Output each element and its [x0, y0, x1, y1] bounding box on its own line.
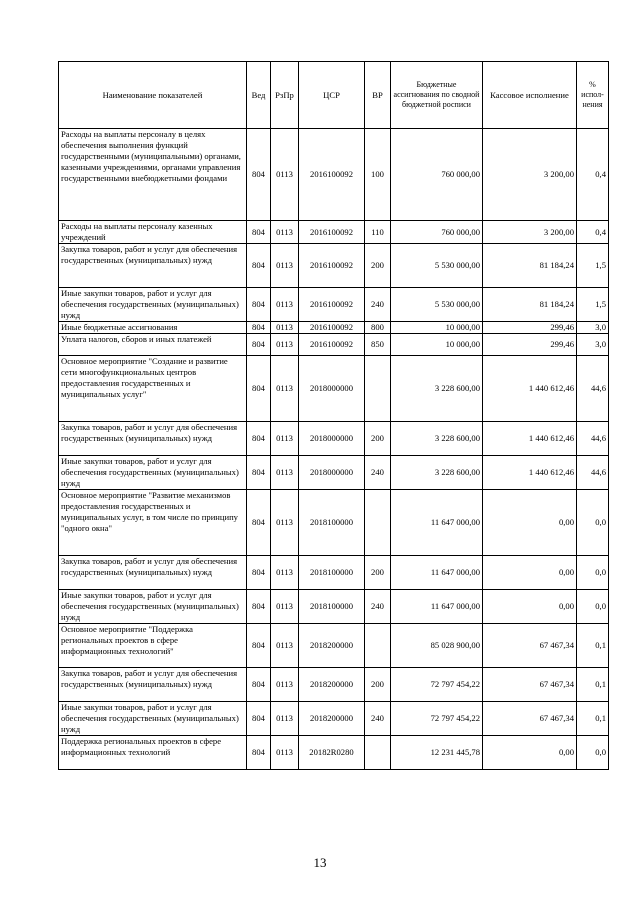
- header-name: Наименование показателей: [59, 62, 247, 129]
- cell-name: Иные закупки товаров, работ и услуг для обеспечения государственных (муниципальных) нужд: [59, 288, 247, 322]
- cell-assign: 10 000,00: [391, 322, 483, 334]
- cell-cash: 0,00: [483, 490, 577, 556]
- cell-assign: 760 000,00: [391, 221, 483, 244]
- header-csr: ЦСР: [299, 62, 365, 129]
- cell-pct: 0,4: [577, 129, 609, 221]
- table-row: [59, 356, 609, 422]
- table-row: [59, 322, 609, 334]
- cell-pct: 0,1: [577, 702, 609, 736]
- cell-pct: 0,0: [577, 556, 609, 590]
- cell-csr: 2018000000: [299, 422, 365, 456]
- cell-assign: 11 647 000,00: [391, 590, 483, 624]
- cell-cash: 81 184,24: [483, 288, 577, 322]
- cell-vr: 240: [365, 590, 391, 624]
- cell-rzpr: 0113: [271, 702, 299, 736]
- table-row: [59, 422, 609, 456]
- cell-pct: 3,0: [577, 322, 609, 334]
- cell-csr: 2018100000: [299, 590, 365, 624]
- cell-rzpr: 0113: [271, 556, 299, 590]
- cell-name: Закупка товаров, работ и услуг для обеспечения государственных (муниципальных) нужд: [59, 668, 247, 702]
- cell-vr: 100: [365, 129, 391, 221]
- cell-cash: 1 440 612,46: [483, 356, 577, 422]
- cell-name: Закупка товаров, работ и услуг для обеспечения государственных (муниципальных) нужд: [59, 244, 247, 288]
- cell-vr: [365, 736, 391, 770]
- cell-csr: 2016100092: [299, 129, 365, 221]
- cell-rzpr: 0113: [271, 624, 299, 668]
- cell-vr: 200: [365, 556, 391, 590]
- cell-assign: 85 028 900,00: [391, 624, 483, 668]
- cell-rzpr: 0113: [271, 736, 299, 770]
- table-row: [59, 590, 609, 624]
- cell-vr: 800: [365, 322, 391, 334]
- budget-table: [58, 61, 609, 770]
- table-row: [59, 556, 609, 590]
- cell-name: Уплата налогов, сборов и иных платежей: [59, 334, 247, 356]
- cell-vr: 200: [365, 668, 391, 702]
- cell-name: Основное мероприятие "Поддержка региональных проектов в сфере информационных технологий": [59, 624, 247, 668]
- cell-name: Расходы на выплаты персоналу казенных учреждений: [59, 221, 247, 244]
- cell-ved: 804: [247, 221, 271, 244]
- cell-ved: 804: [247, 624, 271, 668]
- cell-assign: 72 797 454,22: [391, 668, 483, 702]
- header-ved: Вед: [247, 62, 271, 129]
- cell-assign: 3 228 600,00: [391, 456, 483, 490]
- table-row: [59, 221, 609, 244]
- cell-pct: 3,0: [577, 334, 609, 356]
- cell-ved: 804: [247, 702, 271, 736]
- table-header-row: [59, 62, 609, 129]
- cell-rzpr: 0113: [271, 490, 299, 556]
- header-cash-execution: Кассовое исполнение: [483, 62, 577, 129]
- cell-csr: 2018000000: [299, 456, 365, 490]
- table-row: [59, 624, 609, 668]
- cell-ved: 804: [247, 422, 271, 456]
- cell-cash: 67 467,34: [483, 668, 577, 702]
- cell-name: Поддержка региональных проектов в сфере информационных технологий: [59, 736, 247, 770]
- cell-rzpr: 0113: [271, 129, 299, 221]
- cell-name: Иные бюджетные ассигнования: [59, 322, 247, 334]
- cell-ved: 804: [247, 334, 271, 356]
- header-rzpr: РзПр: [271, 62, 299, 129]
- cell-name: Иные закупки товаров, работ и услуг для обеспечения государственных (муниципальных) нужд: [59, 590, 247, 624]
- cell-csr: 2016100092: [299, 334, 365, 356]
- cell-pct: 1,5: [577, 288, 609, 322]
- cell-pct: 0,0: [577, 736, 609, 770]
- cell-vr: 240: [365, 456, 391, 490]
- cell-name: Расходы на выплаты персоналу в целях обеспечения выполнения функций государственными (муниципальными) органами, казенными учреждениями, органами управления государственными внебюджетными фондами: [59, 129, 247, 221]
- cell-cash: 0,00: [483, 736, 577, 770]
- page-number: 13: [313, 855, 327, 870]
- cell-cash: 3 200,00: [483, 129, 577, 221]
- cell-csr: 2018000000: [299, 356, 365, 422]
- cell-cash: 0,00: [483, 590, 577, 624]
- cell-ved: 804: [247, 322, 271, 334]
- cell-cash: 3 200,00: [483, 221, 577, 244]
- cell-pct: 0,0: [577, 490, 609, 556]
- cell-rzpr: 0113: [271, 221, 299, 244]
- cell-assign: 12 231 445,78: [391, 736, 483, 770]
- table-row: [59, 668, 609, 702]
- cell-vr: 240: [365, 288, 391, 322]
- cell-csr: 2016100092: [299, 322, 365, 334]
- cell-ved: 804: [247, 668, 271, 702]
- cell-csr: 2016100092: [299, 244, 365, 288]
- cell-csr: 2018100000: [299, 490, 365, 556]
- cell-vr: [365, 624, 391, 668]
- cell-rzpr: 0113: [271, 322, 299, 334]
- table-row: [59, 736, 609, 770]
- cell-assign: 11 647 000,00: [391, 490, 483, 556]
- header-assignments: Бюджетные ассигнования по сводной бюджетной росписи: [391, 62, 483, 129]
- cell-vr: 240: [365, 702, 391, 736]
- cell-cash: 1 440 612,46: [483, 456, 577, 490]
- cell-vr: [365, 490, 391, 556]
- table-row: [59, 456, 609, 490]
- cell-name: Закупка товаров, работ и услуг для обеспечения государственных (муниципальных) нужд: [59, 556, 247, 590]
- cell-csr: 2018100000: [299, 556, 365, 590]
- cell-csr: 2016100092: [299, 221, 365, 244]
- cell-csr: 2018200000: [299, 624, 365, 668]
- table-row: [59, 490, 609, 556]
- cell-pct: 0,1: [577, 668, 609, 702]
- table-row: [59, 288, 609, 322]
- cell-name: Закупка товаров, работ и услуг для обеспечения государственных (муниципальных) нужд: [59, 422, 247, 456]
- cell-cash: 299,46: [483, 334, 577, 356]
- header-vr: ВР: [365, 62, 391, 129]
- cell-rzpr: 0113: [271, 356, 299, 422]
- cell-name: Основное мероприятие "Создание и развитие сети многофункциональных центров предоставления государственных и муниципальных услуг": [59, 356, 247, 422]
- cell-cash: 67 467,34: [483, 702, 577, 736]
- cell-pct: 0,4: [577, 221, 609, 244]
- cell-vr: [365, 356, 391, 422]
- cell-ved: 804: [247, 456, 271, 490]
- table-row: [59, 334, 609, 356]
- cell-csr: 2018200000: [299, 668, 365, 702]
- cell-rzpr: 0113: [271, 288, 299, 322]
- cell-csr: 20182R0280: [299, 736, 365, 770]
- cell-ved: 804: [247, 556, 271, 590]
- cell-name: Иные закупки товаров, работ и услуг для обеспечения государственных (муниципальных) нужд: [59, 702, 247, 736]
- cell-assign: 72 797 454,22: [391, 702, 483, 736]
- cell-name: Иные закупки товаров, работ и услуг для обеспечения государственных (муниципальных) нужд: [59, 456, 247, 490]
- cell-vr: 850: [365, 334, 391, 356]
- cell-rzpr: 0113: [271, 590, 299, 624]
- cell-ved: 804: [247, 129, 271, 221]
- header-percent: % испол-нения: [577, 62, 609, 129]
- table-row: [59, 702, 609, 736]
- table-row: [59, 129, 609, 221]
- cell-assign: 11 647 000,00: [391, 556, 483, 590]
- cell-rzpr: 0113: [271, 334, 299, 356]
- cell-ved: 804: [247, 590, 271, 624]
- cell-vr: 110: [365, 221, 391, 244]
- cell-assign: 5 530 000,00: [391, 288, 483, 322]
- cell-name: Основное мероприятие "Развитие механизмов предоставления государственных и муниципальных услуг, в том числе по принципу "одного окна": [59, 490, 247, 556]
- cell-cash: 67 467,34: [483, 624, 577, 668]
- cell-cash: 1 440 612,46: [483, 422, 577, 456]
- cell-assign: 5 530 000,00: [391, 244, 483, 288]
- cell-ved: 804: [247, 356, 271, 422]
- cell-cash: 81 184,24: [483, 244, 577, 288]
- cell-rzpr: 0113: [271, 456, 299, 490]
- cell-pct: 44,6: [577, 356, 609, 422]
- cell-rzpr: 0113: [271, 244, 299, 288]
- cell-assign: 10 000,00: [391, 334, 483, 356]
- cell-pct: 44,6: [577, 456, 609, 490]
- cell-csr: 2018200000: [299, 702, 365, 736]
- cell-pct: 0,1: [577, 624, 609, 668]
- table-body: [59, 129, 609, 770]
- cell-pct: 44,6: [577, 422, 609, 456]
- cell-csr: 2016100092: [299, 288, 365, 322]
- cell-assign: 3 228 600,00: [391, 356, 483, 422]
- cell-pct: 1,5: [577, 244, 609, 288]
- cell-pct: 0,0: [577, 590, 609, 624]
- cell-assign: 760 000,00: [391, 129, 483, 221]
- cell-ved: 804: [247, 490, 271, 556]
- cell-vr: 200: [365, 422, 391, 456]
- cell-rzpr: 0113: [271, 422, 299, 456]
- table-row: [59, 244, 609, 288]
- cell-cash: 0,00: [483, 556, 577, 590]
- cell-ved: 804: [247, 736, 271, 770]
- cell-ved: 804: [247, 288, 271, 322]
- cell-rzpr: 0113: [271, 668, 299, 702]
- cell-ved: 804: [247, 244, 271, 288]
- cell-vr: 200: [365, 244, 391, 288]
- cell-assign: 3 228 600,00: [391, 422, 483, 456]
- cell-cash: 299,46: [483, 322, 577, 334]
